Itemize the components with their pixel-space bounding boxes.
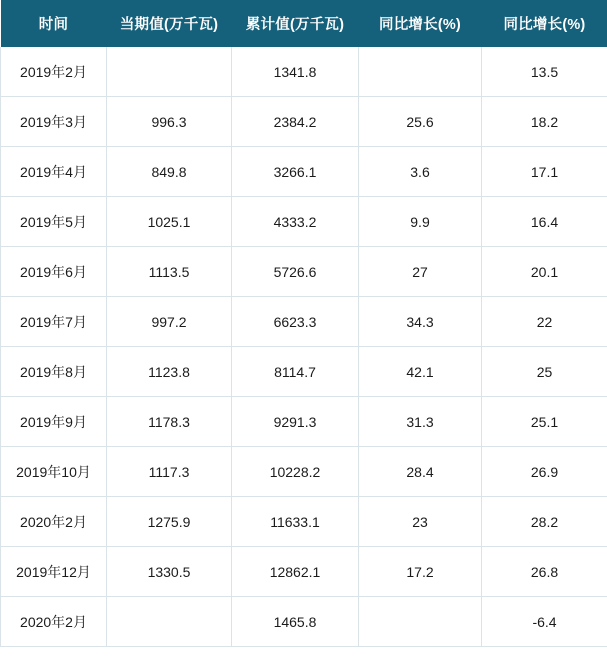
cell-time: 2019年4月 [1,147,107,197]
cell-current-value: 849.8 [107,147,232,197]
cell-yoy-growth-cumulative: -6.4 [482,597,607,647]
cell-yoy-growth-current: 34.3 [359,297,482,347]
table-row [1,597,607,647]
cell-current-value: 1025.1 [107,197,232,247]
cell-cumulative-value: 8114.7 [232,347,359,397]
cell-yoy-growth-cumulative: 26.9 [482,447,607,497]
table-row [1,547,607,597]
cell-yoy-growth-current: 25.6 [359,97,482,147]
cell-yoy-growth-cumulative: 20.1 [482,247,607,297]
cell-yoy-growth-current: 3.6 [359,147,482,197]
column-header-yoy-growth-current: 同比增长(%) [359,0,482,47]
table-row [1,247,607,297]
cell-yoy-growth-current: 31.3 [359,397,482,447]
cell-yoy-growth-current: 28.4 [359,447,482,497]
table-row [1,497,607,547]
cell-yoy-growth-current: 42.1 [359,347,482,397]
cell-current-value: 996.3 [107,97,232,147]
cell-current-value [107,597,232,647]
cell-time: 2019年10月 [1,447,107,497]
cell-yoy-growth-cumulative: 26.8 [482,547,607,597]
column-header-time: 时间 [1,0,107,47]
cell-cumulative-value: 9291.3 [232,397,359,447]
cell-yoy-growth-current: 17.2 [359,547,482,597]
cell-cumulative-value: 4333.2 [232,197,359,247]
table-row [1,147,607,197]
cell-time: 2019年5月 [1,197,107,247]
column-header-current-value: 当期值(万千瓦) [107,0,232,47]
cell-time: 2020年2月 [1,597,107,647]
cell-current-value [107,47,232,97]
cell-yoy-growth-cumulative: 18.2 [482,97,607,147]
cell-yoy-growth-current [359,597,482,647]
cell-time: 2019年6月 [1,247,107,297]
cell-yoy-growth-cumulative: 22 [482,297,607,347]
table-row [1,447,607,497]
column-header-yoy-growth-cumulative: 同比增长(%) [482,0,607,47]
cell-cumulative-value: 2384.2 [232,97,359,147]
cell-time: 2019年7月 [1,297,107,347]
table-row [1,197,607,247]
cell-yoy-growth-cumulative: 25 [482,347,607,397]
cell-current-value: 1113.5 [107,247,232,297]
cell-time: 2020年2月 [1,497,107,547]
cell-cumulative-value: 12862.1 [232,547,359,597]
cell-cumulative-value: 11633.1 [232,497,359,547]
cell-yoy-growth-cumulative: 16.4 [482,197,607,247]
table-row [1,97,607,147]
cell-yoy-growth-cumulative: 25.1 [482,397,607,447]
cell-cumulative-value: 3266.1 [232,147,359,197]
column-header-cumulative-value: 累计值(万千瓦) [232,0,359,47]
cell-cumulative-value: 5726.6 [232,247,359,297]
cell-time: 2019年2月 [1,47,107,97]
cell-cumulative-value: 1341.8 [232,47,359,97]
cell-yoy-growth-current [359,47,482,97]
table-header [1,0,607,47]
cell-current-value: 1178.3 [107,397,232,447]
cell-current-value: 1275.9 [107,497,232,547]
table-row [1,297,607,347]
cell-cumulative-value: 6623.3 [232,297,359,347]
cell-yoy-growth-cumulative: 28.2 [482,497,607,547]
table-body [1,47,607,647]
table-row [1,397,607,447]
cell-time: 2019年8月 [1,347,107,397]
cell-yoy-growth-current: 9.9 [359,197,482,247]
cell-cumulative-value: 1465.8 [232,597,359,647]
cell-current-value: 1123.8 [107,347,232,397]
cell-yoy-growth-cumulative: 13.5 [482,47,607,97]
table-row [1,347,607,397]
table-row [1,47,607,97]
table-header-row [1,0,607,47]
cell-current-value: 997.2 [107,297,232,347]
cell-time: 2019年9月 [1,397,107,447]
cell-time: 2019年3月 [1,97,107,147]
cell-cumulative-value: 10228.2 [232,447,359,497]
cell-yoy-growth-current: 27 [359,247,482,297]
cell-yoy-growth-cumulative: 17.1 [482,147,607,197]
cell-time: 2019年12月 [1,547,107,597]
cell-current-value: 1330.5 [107,547,232,597]
cell-current-value: 1117.3 [107,447,232,497]
cell-yoy-growth-current: 23 [359,497,482,547]
